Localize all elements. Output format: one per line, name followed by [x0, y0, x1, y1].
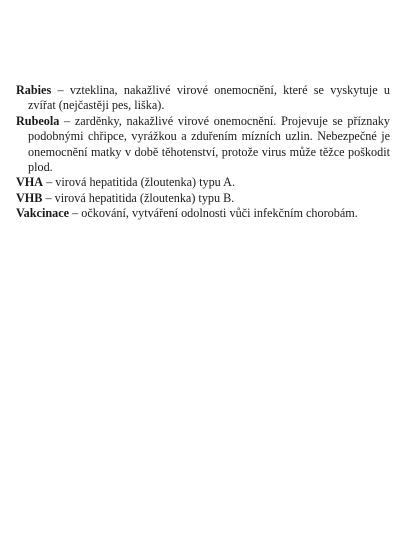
glossary-entry-rabies	[16, 83, 390, 114]
glossary-definition: – očkování, vytváření odolnosti vůči infekčním chorobám.	[69, 206, 358, 221]
glossary-term: Vakcinace	[16, 206, 70, 221]
glossary-term: Rabies	[16, 83, 52, 97]
glossary-entry-vakcinace	[16, 206, 390, 221]
glossary-term: VHA	[16, 175, 44, 190]
glossary-definition: – vzteklina, nakažlivé virové onemocnění, které se vyskytuje u zvířat (nejčastěji pes, liška).	[28, 83, 390, 113]
glossary-definition: – zarděnky, nakažlivé virové onemocnění. Projevuje se příznaky podobnými chřipce, vyrážkou a zduřením mízních uzlin. Nebezpečné je onemocnění matky v době těhotenství, protože virus může těžce poškodit plod.	[28, 113, 390, 175]
glossary-entry-vhb	[16, 191, 390, 206]
glossary-term: VHB	[16, 190, 43, 205]
glossary-definition: – virová hepatitida (žloutenka) typu A.	[43, 175, 235, 190]
glossary-definition: – virová hepatitida (žloutenka) typu B.	[42, 190, 235, 205]
glossary-entry-rubeola	[16, 114, 390, 176]
glossary-term: Rubeola	[16, 113, 60, 128]
glossary-list	[16, 83, 390, 222]
glossary-entry-vha	[16, 175, 390, 190]
